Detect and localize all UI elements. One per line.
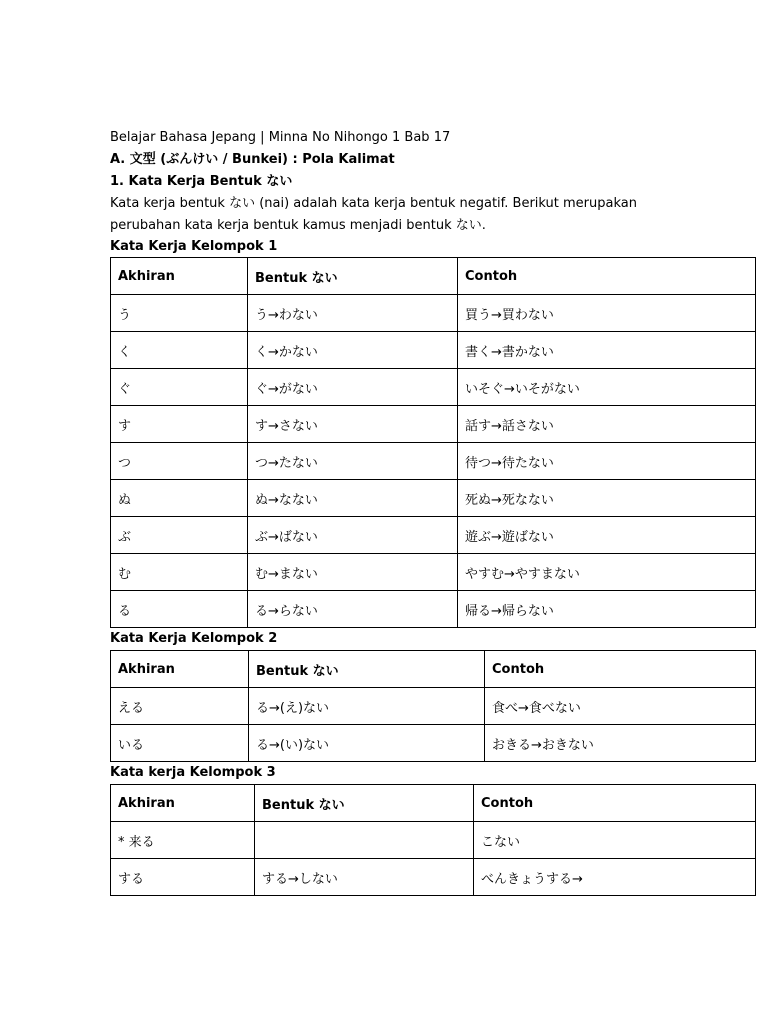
cell-contoh: 食べ→食べない [485, 688, 756, 725]
document-page [110, 127, 755, 896]
cell-bentuk: る→(い)ない [249, 725, 485, 762]
cell-contoh: こない [474, 822, 756, 859]
cell-contoh: おきる→おきない [485, 725, 756, 762]
group3-table [110, 784, 756, 896]
intro-line-2: perubahan kata kerja bentuk kamus menjadi bentuk ない. [110, 218, 486, 233]
cell-akhiran: つ [111, 443, 248, 480]
cell-bentuk: る→(え)ない [249, 688, 485, 725]
header-contoh: Contoh [474, 785, 756, 822]
group1-table [110, 257, 756, 628]
table-row [111, 688, 756, 725]
intro-line-1: Kata kerja bentuk ない (nai) adalah kata kerja bentuk negatif. Berikut merupakan [110, 196, 637, 211]
group3-title: Kata kerja Kelompok 3 [110, 765, 276, 780]
cell-bentuk: る→らない [248, 591, 458, 628]
cell-contoh: 待つ→待たない [458, 443, 756, 480]
cell-contoh: べんきょうする→ [474, 859, 756, 896]
table-row [111, 406, 756, 443]
cell-bentuk: う→わない [248, 295, 458, 332]
cell-contoh: いそぐ→いそがない [458, 369, 756, 406]
header-contoh: Contoh [485, 651, 756, 688]
header-bentuk: Bentuk ない [255, 785, 474, 822]
cell-contoh: 買う→買わない [458, 295, 756, 332]
cell-akhiran: ぬ [111, 480, 248, 517]
header-contoh: Contoh [458, 258, 756, 295]
table-header-row [111, 651, 756, 688]
table-row [111, 859, 756, 896]
cell-bentuk: つ→たない [248, 443, 458, 480]
cell-contoh: やすむ→やすまない [458, 554, 756, 591]
cell-bentuk: ぐ→がない [248, 369, 458, 406]
cell-bentuk: む→まない [248, 554, 458, 591]
cell-bentuk: する→しない [255, 859, 474, 896]
table-row [111, 480, 756, 517]
table-row [111, 443, 756, 480]
cell-bentuk: く→かない [248, 332, 458, 369]
heading-1: 1. Kata Kerja Bentuk ない [110, 174, 293, 189]
cell-bentuk [255, 822, 474, 859]
header-akhiran: Akhiran [111, 785, 255, 822]
cell-akhiran: る [111, 591, 248, 628]
group1-title: Kata Kerja Kelompok 1 [110, 239, 278, 254]
cell-akhiran: ぐ [111, 369, 248, 406]
table-row [111, 725, 756, 762]
cell-akhiran: ぶ [111, 517, 248, 554]
table-row [111, 554, 756, 591]
cell-akhiran: する [111, 859, 255, 896]
cell-bentuk: ぬ→なない [248, 480, 458, 517]
table-row [111, 295, 756, 332]
group2-title: Kata Kerja Kelompok 2 [110, 631, 278, 646]
cell-akhiran: * 来る [111, 822, 255, 859]
table-row [111, 822, 756, 859]
cell-akhiran: く [111, 332, 248, 369]
intro-paragraph [110, 193, 755, 237]
cell-akhiran: いる [111, 725, 249, 762]
cell-contoh: 死ぬ→死なない [458, 480, 756, 517]
header-bentuk: Bentuk ない [249, 651, 485, 688]
table-row [111, 369, 756, 406]
cell-contoh: 帰る→帰らない [458, 591, 756, 628]
group2-table [110, 650, 756, 762]
table-header-row [111, 785, 756, 822]
table-row [111, 332, 756, 369]
cell-akhiran: う [111, 295, 248, 332]
cell-akhiran: む [111, 554, 248, 591]
heading-a: A. 文型 (ぶんけい / Bunkei) : Pola Kalimat [110, 152, 395, 167]
cell-bentuk: す→さない [248, 406, 458, 443]
cell-bentuk: ぶ→ばない [248, 517, 458, 554]
cell-contoh: 話す→話さない [458, 406, 756, 443]
table-row [111, 591, 756, 628]
cell-akhiran: える [111, 688, 249, 725]
cell-contoh: 書く→書かない [458, 332, 756, 369]
document-title: Belajar Bahasa Jepang | Minna No Nihongo 1 Bab 17 [110, 130, 451, 145]
cell-contoh: 遊ぶ→遊ばない [458, 517, 756, 554]
table-row [111, 517, 756, 554]
header-bentuk: Bentuk ない [248, 258, 458, 295]
header-akhiran: Akhiran [111, 258, 248, 295]
table-header-row [111, 258, 756, 295]
header-akhiran: Akhiran [111, 651, 249, 688]
cell-akhiran: す [111, 406, 248, 443]
